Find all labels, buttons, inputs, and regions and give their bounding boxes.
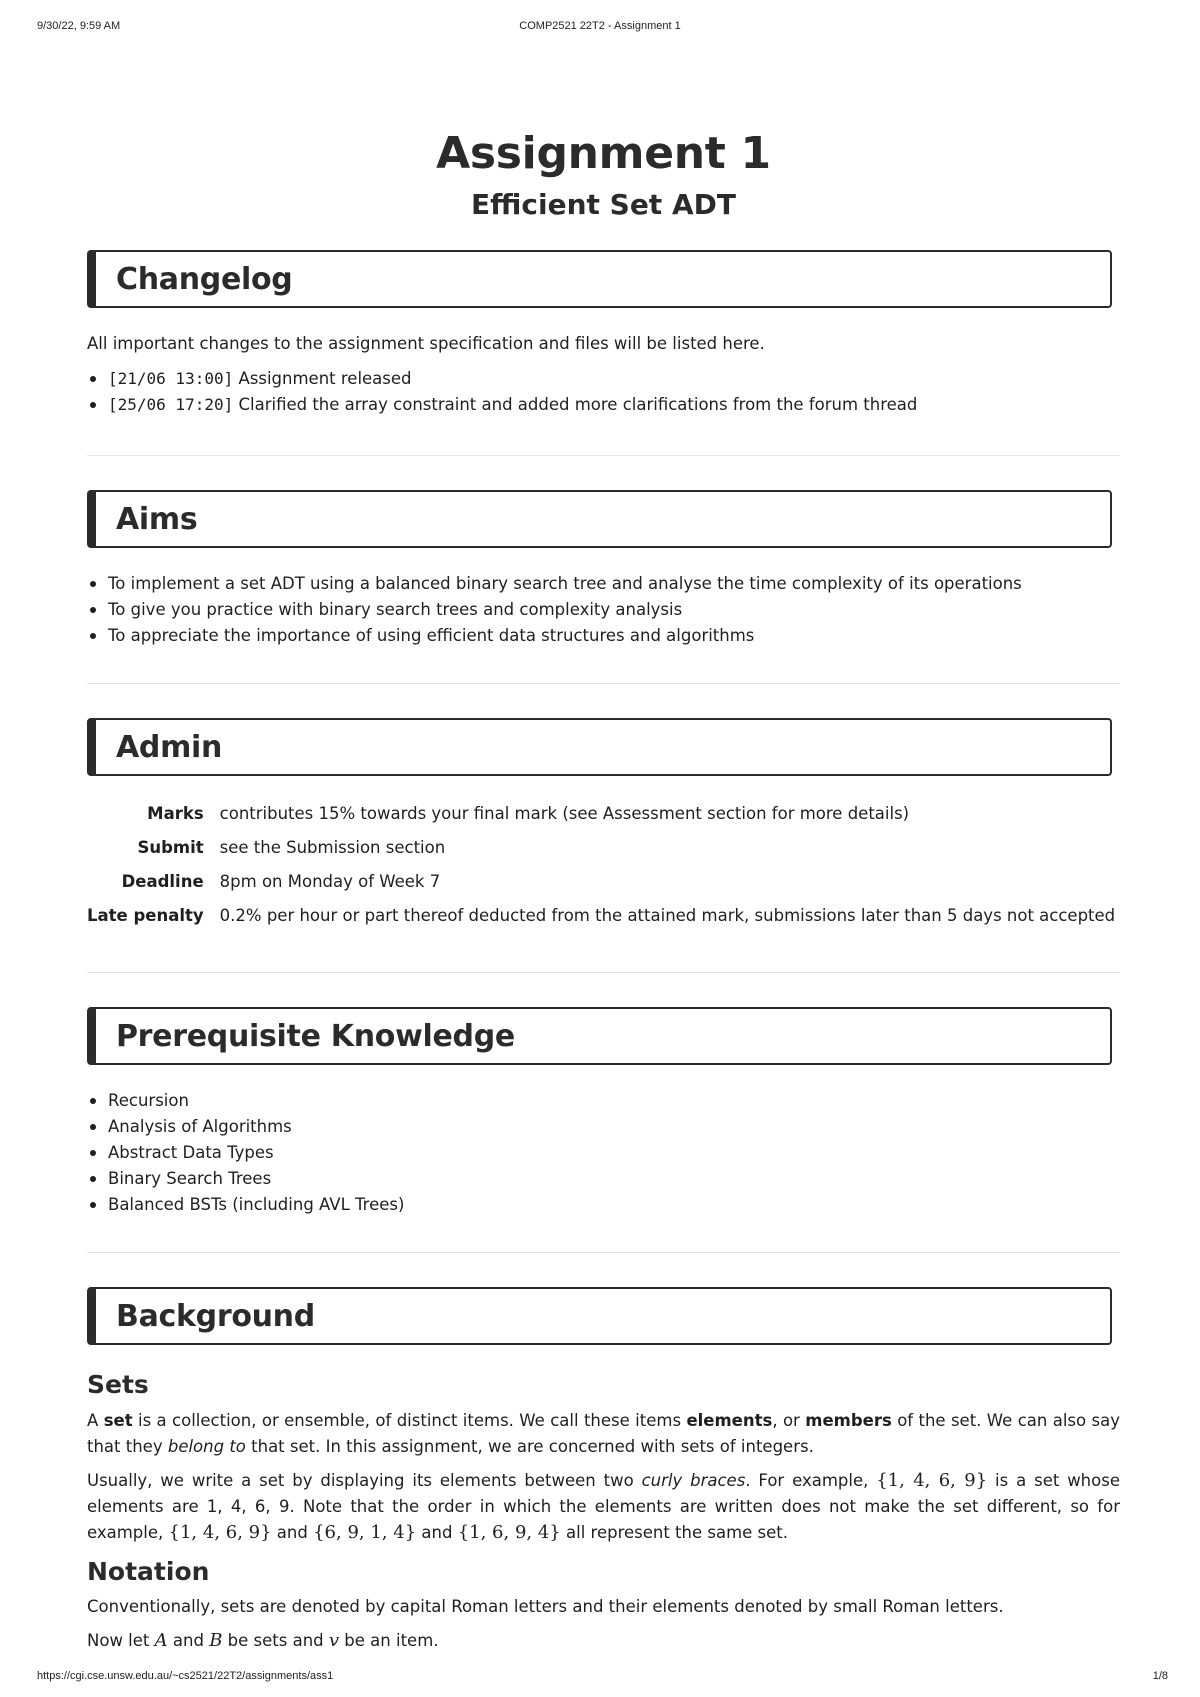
admin-key: Submit [137, 837, 204, 857]
print-footer [0, 1670, 1200, 1686]
admin-table [87, 796, 1115, 932]
sets-heading: Sets [87, 1370, 149, 1399]
text: and [416, 1523, 458, 1542]
text: Now let [87, 1631, 155, 1650]
text: be an item. [339, 1631, 439, 1650]
notation-paragraph-1: Conventionally, sets are denoted by capital Roman letters and their elements denoted by small Roman letters. [87, 1597, 1004, 1616]
text: and [271, 1523, 314, 1542]
changelog-entry [87, 366, 1120, 392]
prereq-item: Analysis of Algorithms [87, 1114, 1120, 1140]
math-var: B [209, 1630, 223, 1651]
term-curly-braces: curly braces [641, 1471, 746, 1490]
aims-item: To appreciate the importance of using efficient data structures and algorithms [87, 623, 1120, 649]
admin-key: Marks [147, 803, 204, 823]
changelog-entry [87, 392, 1120, 418]
math-set: {1, 4, 6, 9} [168, 1522, 272, 1543]
aims-heading: Aims [116, 502, 198, 537]
term-set: set [103, 1411, 133, 1430]
background-heading: Background [116, 1299, 315, 1334]
math-set: {6, 9, 1, 4} [313, 1522, 417, 1543]
prereq-item: Balanced BSTs (including AVL Trees) [87, 1192, 1120, 1218]
term-belong-to: belong to [167, 1437, 246, 1456]
print-url: https://cgi.cse.unsw.edu.au/~cs2521/22T2/assignments/ass1 [37, 1670, 334, 1682]
changelog-text: Assignment released [233, 369, 412, 388]
page-title: Assignment 1 [436, 128, 771, 179]
admin-value: see the Submission section [219, 837, 446, 857]
math-var: v [328, 1630, 340, 1651]
prereq-item: Binary Search Trees [87, 1166, 1120, 1192]
admin-value: 0.2% per hour or part thereof deducted from the attained mark, submissions later than 5 days not accepted [219, 905, 1116, 925]
admin-value: contributes 15% towards your final mark (see Assessment section for more details) [219, 803, 910, 823]
text: that set. In this assignment, we are concerned with sets of integers. [245, 1437, 814, 1456]
prereq-section-header [87, 1007, 1112, 1065]
text: , or [772, 1411, 806, 1430]
admin-section-header [87, 718, 1112, 776]
admin-row [87, 830, 1115, 864]
print-datetime: 9/30/22, 9:59 AM [37, 20, 121, 32]
admin-key: Late penalty [87, 905, 204, 925]
term-members: members [805, 1411, 892, 1430]
changelog-intro: All important changes to the assignment specification and files will be listed here. [87, 334, 765, 353]
text: all represent the same set. [560, 1523, 789, 1542]
changelog-heading: Changelog [116, 262, 293, 297]
text: be sets and [222, 1631, 329, 1650]
aims-item: To implement a set ADT using a balanced binary search tree and analyse the time complexity of its operations [87, 571, 1120, 597]
aims-item: To give you practice with binary search trees and complexity analysis [87, 597, 1120, 623]
page-subtitle: Efficient Set ADT [471, 188, 736, 221]
prereq-item: Recursion [87, 1088, 1120, 1114]
prereq-item: Abstract Data Types [87, 1140, 1120, 1166]
text: A [87, 1411, 104, 1430]
text: Usually, we write a set by displaying its elements between two [87, 1471, 642, 1490]
text: is a set whose elements are 1, 4, 6, 9. Note that the order in which the elements are written does not make the set different, so for example, [87, 1471, 1120, 1542]
admin-row [87, 864, 1115, 898]
math-var: A [154, 1630, 168, 1651]
notation-paragraph-2 [87, 1628, 1120, 1654]
text: and [167, 1631, 210, 1650]
divider [87, 683, 1120, 684]
text: is a collection, or ensemble, of distinct items. We call these items [132, 1411, 687, 1430]
prereq-heading: Prerequisite Knowledge [116, 1019, 515, 1054]
aims-list [87, 571, 1120, 649]
changelog-list [87, 366, 1120, 418]
sets-paragraph-2 [87, 1468, 1120, 1546]
print-page-title: COMP2521 22T2 - Assignment 1 [519, 20, 681, 32]
changelog-timestamp: [25/06 17:20] [108, 395, 234, 414]
print-page-number: 1/8 [1152, 1670, 1168, 1682]
admin-value: 8pm on Monday of Week 7 [219, 871, 441, 891]
changelog-text: Clarified the array constraint and added more clarifications from the forum thread [233, 395, 918, 414]
changelog-section-header [87, 250, 1112, 308]
divider [87, 972, 1120, 973]
divider [87, 455, 1120, 456]
notation-heading: Notation [87, 1557, 210, 1586]
print-header [0, 20, 1200, 36]
background-section-header [87, 1287, 1112, 1345]
admin-row [87, 898, 1115, 932]
math-set: {1, 4, 6, 9} [876, 1470, 988, 1491]
text: . For example, [745, 1471, 877, 1490]
admin-heading: Admin [116, 730, 223, 765]
text: of the set. We can also say that they [87, 1411, 1120, 1456]
math-set: {1, 6, 9, 4} [457, 1522, 561, 1543]
sets-paragraph-1 [87, 1408, 1120, 1460]
admin-key: Deadline [121, 871, 204, 891]
prereq-list [87, 1088, 1120, 1218]
term-elements: elements [686, 1411, 773, 1430]
aims-section-header [87, 490, 1112, 548]
divider [87, 1252, 1120, 1253]
admin-row [87, 796, 1115, 830]
changelog-timestamp: [21/06 13:00] [108, 369, 234, 388]
